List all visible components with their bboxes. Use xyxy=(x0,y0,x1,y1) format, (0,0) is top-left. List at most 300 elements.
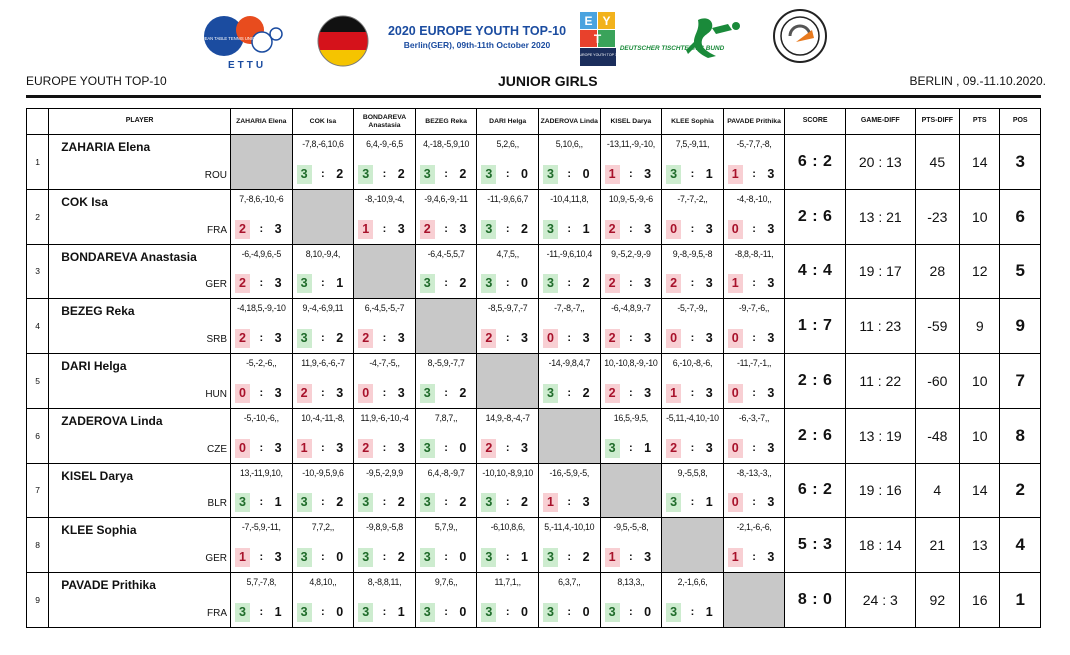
match-cell xyxy=(723,135,785,190)
score-separator: : xyxy=(567,605,572,618)
ettu-logo xyxy=(189,10,292,71)
match-result xyxy=(356,384,413,403)
score-separator: : xyxy=(567,277,572,290)
table-row xyxy=(27,518,1041,573)
sets-lost: 2 xyxy=(582,385,590,400)
event-title-block xyxy=(384,24,570,50)
sets-lost: 0 xyxy=(459,440,467,455)
sets-lost: 0 xyxy=(336,604,344,619)
score-separator: : xyxy=(444,441,448,454)
player-country: SRB xyxy=(206,334,227,345)
sets-lost: 2 xyxy=(520,221,528,236)
match-cell xyxy=(662,299,724,354)
match-result xyxy=(603,329,660,348)
sets-won: 0 xyxy=(666,329,681,348)
row-index: 7 xyxy=(27,463,49,518)
match-result xyxy=(356,603,413,622)
player-country: CZE xyxy=(207,443,227,455)
score-separator: : xyxy=(259,386,264,399)
score-separator: : xyxy=(382,167,387,180)
sets-lost: 2 xyxy=(397,166,405,181)
match-cell xyxy=(292,244,354,299)
sets-won: 2 xyxy=(420,220,435,239)
sets-won: 0 xyxy=(728,220,743,239)
table-row xyxy=(27,189,1041,244)
sets-won: 2 xyxy=(481,439,496,458)
score-separator: : xyxy=(629,167,633,180)
game-scores: -13,11,-9,-10, xyxy=(606,139,655,149)
match-result xyxy=(356,493,413,512)
game-scores: 4,7,5,, xyxy=(496,248,519,259)
match-result xyxy=(541,384,598,403)
match-score: 2 : 6 xyxy=(785,354,846,409)
score-separator: : xyxy=(382,496,387,509)
game-scores: -7,-7,-2,, xyxy=(677,193,708,204)
match-cell xyxy=(600,189,662,244)
sets-won: 0 xyxy=(728,439,743,458)
table-row xyxy=(27,463,1041,518)
game-scores: -9,4,6,-9,-11 xyxy=(424,193,468,204)
game-scores: 16,5,-9,5, xyxy=(613,412,648,423)
game-scores: 9,-5,5,8, xyxy=(677,467,708,478)
match-result xyxy=(664,493,721,512)
game-scores: -4,-7,-5,, xyxy=(369,358,400,368)
match-result xyxy=(295,274,352,293)
table-row xyxy=(27,299,1041,354)
sets-lost: 3 xyxy=(767,550,775,564)
score-separator: : xyxy=(444,277,448,290)
match-result xyxy=(356,329,413,348)
sets-lost: 2 xyxy=(582,276,590,291)
match-result xyxy=(418,603,475,622)
match-cell xyxy=(231,518,293,573)
score-separator: : xyxy=(505,332,510,344)
sets-won: 3 xyxy=(481,165,496,184)
match-cell xyxy=(354,463,416,518)
game-diff: 24 : 3 xyxy=(845,573,915,628)
sets-won: 3 xyxy=(481,493,496,512)
match-result xyxy=(603,165,660,184)
match-result xyxy=(418,493,475,512)
game-diff: 13 : 21 xyxy=(845,189,915,244)
game-scores: -7,8,-6,10,6 xyxy=(302,139,344,149)
match-result xyxy=(726,329,783,348)
sets-won: 1 xyxy=(605,165,620,184)
match-result xyxy=(356,548,413,567)
match-score: 2 : 6 xyxy=(785,408,846,463)
player-country: BLR xyxy=(207,498,227,510)
sets-won: 3 xyxy=(481,548,496,567)
game-scores: 6,4,-8,-9,7 xyxy=(427,467,465,478)
match-result xyxy=(295,603,352,622)
sets-lost: 3 xyxy=(767,495,775,510)
sets-won: 3 xyxy=(605,439,620,458)
sets-won: 3 xyxy=(297,493,312,512)
score-separator: : xyxy=(321,332,325,344)
position: 1 xyxy=(1000,573,1041,628)
sets-won: 1 xyxy=(605,548,620,567)
points: 16 xyxy=(960,573,1000,628)
match-cell xyxy=(477,135,539,190)
match-cell xyxy=(538,354,600,409)
match-cell xyxy=(662,244,724,299)
score-separator: : xyxy=(259,222,264,235)
player-cell xyxy=(49,518,231,573)
sets-lost: 3 xyxy=(705,276,713,291)
game-scores: -8,8,-8,-11, xyxy=(734,248,774,259)
eyt-logo xyxy=(577,12,619,66)
match-result xyxy=(233,384,290,403)
self-match-cell xyxy=(292,189,354,244)
row-index: 4 xyxy=(27,299,49,354)
game-scores: 6,-10,-8,-6, xyxy=(672,358,713,368)
match-cell xyxy=(538,135,600,190)
score-separator: : xyxy=(382,222,387,235)
header-logos xyxy=(0,0,1070,72)
match-result xyxy=(233,439,290,458)
score-separator: : xyxy=(259,605,264,618)
svg-text:EUROPE YOUTH TOP 10: EUROPE YOUTH TOP 10 xyxy=(577,53,619,57)
sets-lost: 3 xyxy=(582,331,590,345)
sets-lost: 3 xyxy=(336,440,344,455)
sets-won: 2 xyxy=(605,329,620,348)
sets-won: 2 xyxy=(605,384,620,403)
pts-diff: 45 xyxy=(915,135,959,190)
player-name: ZADEROVA Linda xyxy=(61,413,163,428)
match-result xyxy=(541,603,598,622)
sets-won: 0 xyxy=(358,384,373,403)
score-separator: : xyxy=(444,222,448,235)
score-separator: : xyxy=(629,332,633,344)
sets-won: 3 xyxy=(358,548,373,567)
score-separator: : xyxy=(690,167,695,180)
game-scores: 13,-11,9,10, xyxy=(239,467,283,478)
sets-won: 3 xyxy=(420,493,435,512)
self-match-cell xyxy=(231,135,293,190)
game-scores: 11,9,-6,-10,-4 xyxy=(360,412,409,423)
sets-lost: 3 xyxy=(705,331,713,345)
sets-won: 3 xyxy=(420,439,435,458)
score-separator: : xyxy=(567,386,572,399)
game-diff: 19 : 16 xyxy=(845,463,915,518)
sets-lost: 2 xyxy=(336,495,344,510)
sets-lost: 0 xyxy=(520,166,528,181)
position: 6 xyxy=(1000,189,1041,244)
match-cell xyxy=(477,518,539,573)
pts-diff: 21 xyxy=(915,518,959,573)
score-separator: : xyxy=(505,496,510,509)
sets-lost: 3 xyxy=(767,276,775,291)
row-index: 9 xyxy=(27,573,49,628)
sets-lost: 3 xyxy=(520,440,528,455)
match-result xyxy=(295,329,352,348)
score-separator: : xyxy=(690,386,695,399)
sets-lost: 1 xyxy=(644,440,652,455)
match-result xyxy=(233,220,290,239)
sets-won: 3 xyxy=(481,603,496,622)
sets-lost: 3 xyxy=(336,385,344,400)
match-cell xyxy=(723,299,785,354)
score-separator: : xyxy=(752,551,756,563)
score-separator: : xyxy=(382,386,387,399)
match-cell xyxy=(231,463,293,518)
self-match-cell xyxy=(662,518,724,573)
game-scores: -5,-7,7,-8, xyxy=(736,139,772,149)
sets-lost: 3 xyxy=(644,166,652,181)
score-separator: : xyxy=(444,386,448,399)
player-name: KLEE Sophia xyxy=(61,523,137,538)
match-result xyxy=(295,165,352,184)
pts-diff: -48 xyxy=(915,408,959,463)
sets-won: 3 xyxy=(543,603,558,622)
match-result xyxy=(418,165,475,184)
position: 8 xyxy=(1000,408,1041,463)
score-separator: : xyxy=(690,496,695,509)
score-separator: : xyxy=(382,441,387,454)
game-scores: 14,9,-8,-4,-7 xyxy=(485,412,530,423)
sets-lost: 0 xyxy=(336,550,344,564)
pts-diff: 28 xyxy=(915,244,959,299)
match-cell xyxy=(231,189,293,244)
sets-lost: 3 xyxy=(644,331,652,345)
player-cell xyxy=(49,244,231,299)
match-result xyxy=(726,493,783,512)
score-separator: : xyxy=(752,441,756,454)
position: 5 xyxy=(1000,244,1041,299)
game-scores: -8,-10,9,-4, xyxy=(364,193,405,204)
sets-won: 2 xyxy=(666,439,681,458)
self-match-cell xyxy=(477,354,539,409)
match-cell xyxy=(292,518,354,573)
score-separator: : xyxy=(567,551,572,563)
header-pts: PTS xyxy=(960,109,1000,135)
position: 4 xyxy=(1000,518,1041,573)
sets-lost: 3 xyxy=(274,385,282,400)
row-index: 1 xyxy=(27,135,49,190)
match-result xyxy=(418,274,475,293)
sets-lost: 1 xyxy=(274,495,282,510)
player-cell xyxy=(49,463,231,518)
match-result xyxy=(356,439,413,458)
sets-won: 1 xyxy=(728,548,743,567)
match-result xyxy=(664,439,721,458)
sets-lost: 3 xyxy=(274,276,282,291)
match-result xyxy=(295,548,352,567)
match-result xyxy=(603,220,660,239)
match-cell xyxy=(600,299,662,354)
pts-diff: 92 xyxy=(915,573,959,628)
match-score: 6 : 2 xyxy=(785,135,846,190)
match-result xyxy=(418,548,475,567)
sets-won: 2 xyxy=(481,329,496,348)
match-cell xyxy=(600,244,662,299)
score-separator: : xyxy=(321,496,325,509)
sets-lost: 2 xyxy=(459,276,467,291)
sets-lost: 3 xyxy=(767,331,775,345)
game-scores: -9,8,9,-5,8 xyxy=(366,522,403,533)
sets-lost: 2 xyxy=(397,550,405,564)
sets-lost: 2 xyxy=(336,331,344,345)
header-opponent: BEZEG Reka xyxy=(415,109,477,135)
match-cell xyxy=(415,135,477,190)
player-cell xyxy=(49,299,231,354)
game-scores: -11,-9,6,6,7 xyxy=(487,193,529,204)
row-index: 8 xyxy=(27,518,49,573)
game-scores: 4,8,10,, xyxy=(309,577,337,587)
sets-won: 1 xyxy=(666,384,681,403)
sets-lost: 0 xyxy=(459,604,467,619)
match-cell xyxy=(723,463,785,518)
match-cell xyxy=(415,244,477,299)
sets-won: 3 xyxy=(543,274,558,293)
sets-lost: 2 xyxy=(520,495,528,510)
sets-lost: 1 xyxy=(705,495,713,510)
sets-won: 3 xyxy=(666,493,681,512)
match-cell xyxy=(477,463,539,518)
event-label: EUROPE YOUTH TOP-10 xyxy=(26,74,167,88)
game-scores: 7,8,7,, xyxy=(434,412,458,423)
match-cell xyxy=(477,573,539,628)
header-pts-diff: PTS-DIFF xyxy=(915,109,959,135)
sets-lost: 0 xyxy=(582,166,590,181)
self-match-cell xyxy=(354,244,416,299)
svg-text:Y: Y xyxy=(602,14,611,28)
match-score: 8 : 0 xyxy=(785,573,846,628)
match-result xyxy=(664,603,721,622)
sets-won: 3 xyxy=(358,165,373,184)
points: 14 xyxy=(960,463,1000,518)
pts-diff: -59 xyxy=(915,299,959,354)
game-scores: 7,-8,6,-10,-6 xyxy=(239,193,284,204)
game-scores: 5,7,-7,8, xyxy=(246,577,277,587)
sets-won: 0 xyxy=(728,329,743,348)
score-separator: : xyxy=(690,605,695,618)
sets-lost: 3 xyxy=(397,221,405,236)
game-scores: 6,4,-9,-6,5 xyxy=(366,139,403,149)
match-cell xyxy=(600,518,662,573)
self-match-cell xyxy=(723,573,785,628)
match-result xyxy=(295,384,352,403)
sets-won: 3 xyxy=(481,274,496,293)
match-score: 4 : 4 xyxy=(785,244,846,299)
sets-won: 3 xyxy=(420,603,435,622)
game-scores: -10,10,-8,9,10 xyxy=(482,467,533,478)
match-result xyxy=(664,274,721,293)
header-player: PLAYER xyxy=(49,109,231,135)
player-country: HUN xyxy=(205,388,227,400)
svg-text:DEUTSCHER TISCHTENNIS BUND: DEUTSCHER TISCHTENNIS BUND xyxy=(619,45,725,52)
match-cell xyxy=(292,299,354,354)
player-country: FRA xyxy=(207,607,227,619)
player-name: COK Isa xyxy=(61,194,108,209)
game-scores: -5,-2,-6,, xyxy=(246,358,277,368)
sets-lost: 2 xyxy=(459,495,467,510)
game-scores: -5,11,-4,10,-10 xyxy=(666,412,719,423)
self-match-cell xyxy=(538,408,600,463)
score-separator: : xyxy=(382,332,387,344)
match-result xyxy=(541,274,598,293)
match-result xyxy=(233,603,290,622)
match-result xyxy=(418,220,475,239)
sets-lost: 3 xyxy=(274,221,282,236)
points: 10 xyxy=(960,189,1000,244)
sets-won: 3 xyxy=(235,493,250,512)
match-cell xyxy=(538,518,600,573)
sets-lost: 0 xyxy=(520,604,528,619)
match-score: 5 : 3 xyxy=(785,518,846,573)
match-cell xyxy=(231,573,293,628)
match-result xyxy=(479,548,536,567)
points: 14 xyxy=(960,135,1000,190)
match-result xyxy=(541,548,598,567)
sets-lost: 3 xyxy=(705,221,713,236)
header-opponent: KISEL Darya xyxy=(600,109,662,135)
match-cell xyxy=(600,135,662,190)
score-separator: : xyxy=(690,222,695,235)
sets-won: 3 xyxy=(358,603,373,622)
game-scores: -6,4,-5,5,7 xyxy=(427,248,465,259)
match-result xyxy=(603,548,660,567)
sets-lost: 1 xyxy=(705,166,713,181)
match-cell xyxy=(723,408,785,463)
sets-won: 1 xyxy=(728,165,743,184)
sets-won: 3 xyxy=(543,220,558,239)
score-separator: : xyxy=(752,222,756,235)
sets-won: 0 xyxy=(728,384,743,403)
game-scores: 8,13,3,, xyxy=(617,577,645,587)
points: 13 xyxy=(960,518,1000,573)
category-title: JUNIOR GIRLS xyxy=(498,73,598,89)
sets-won: 0 xyxy=(543,329,558,348)
score-separator: : xyxy=(629,551,633,563)
match-cell xyxy=(538,244,600,299)
match-cell xyxy=(662,573,724,628)
game-diff: 20 : 13 xyxy=(845,135,915,190)
score-separator: : xyxy=(444,551,448,563)
position: 3 xyxy=(1000,135,1041,190)
game-scores: -11,-9,6,10,4 xyxy=(546,248,592,259)
match-score: 2 : 6 xyxy=(785,189,846,244)
sets-won: 3 xyxy=(543,384,558,403)
score-separator: : xyxy=(567,167,572,180)
match-result xyxy=(233,329,290,348)
score-separator: : xyxy=(505,605,510,618)
game-scores: 9,-4,-6,9,11 xyxy=(302,303,344,314)
score-separator: : xyxy=(690,277,695,290)
event-subtitle: Berlin(GER), 09th-11th October 2020 xyxy=(403,40,551,50)
sets-lost: 2 xyxy=(459,166,467,181)
sets-won: 0 xyxy=(235,384,250,403)
player-country: FRA xyxy=(207,224,227,236)
score-separator: : xyxy=(259,277,264,290)
match-result xyxy=(541,165,598,184)
position: 2 xyxy=(1000,463,1041,518)
match-result xyxy=(726,220,783,239)
score-separator: : xyxy=(505,222,510,235)
table-row xyxy=(27,135,1041,190)
match-result xyxy=(418,439,475,458)
score-separator: : xyxy=(259,441,264,454)
sets-lost: 0 xyxy=(520,276,528,291)
match-cell xyxy=(538,189,600,244)
sets-won: 2 xyxy=(666,274,681,293)
points: 12 xyxy=(960,244,1000,299)
score-separator: : xyxy=(752,277,756,290)
row-index: 3 xyxy=(27,244,49,299)
match-cell xyxy=(600,573,662,628)
sets-lost: 3 xyxy=(767,221,775,236)
header-opponent: ZADEROVA Linda xyxy=(538,109,600,135)
